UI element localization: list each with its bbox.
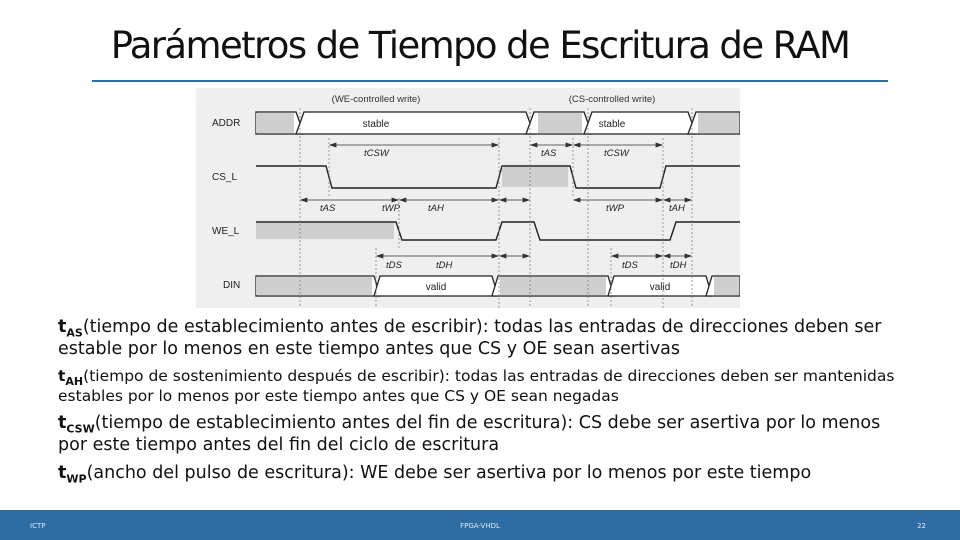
- write-timing-diagram: [196, 88, 740, 308]
- label-twp-2: tWP: [606, 203, 624, 214]
- definition-text: (tiempo de establecimiento antes del fin de escritura): CS debe ser asertiva por lo menos por este tiempo antes del fin del ciclo de escritura: [58, 413, 881, 455]
- definition-twp: [58, 464, 908, 486]
- signal-addr: ADDR: [212, 118, 241, 129]
- addr-stable-1: stable: [362, 119, 390, 130]
- definition-tah: [58, 368, 908, 405]
- definitions-list: [58, 318, 908, 495]
- definition-symbol: $t_{AH}$: [58, 366, 84, 388]
- definition-text: (ancho del pulso de escritura): WE debe ser asertiva por lo menos por este tiempo: [86, 462, 812, 483]
- title-underline: [92, 80, 888, 82]
- label-tas-2: tAS: [320, 203, 336, 214]
- slide-number: 22: [917, 522, 926, 530]
- definition-symbol: $t_{CSW}$: [58, 413, 95, 436]
- definition-tcsw: [58, 414, 908, 455]
- label-tds-2: tDS: [622, 260, 638, 271]
- signal-din: DIN: [223, 280, 241, 291]
- addr-waveform: [256, 112, 740, 134]
- signal-we: WE_L: [212, 226, 240, 237]
- label-tcsw-2: tCSW: [604, 148, 629, 159]
- signal-cs: CS_L: [212, 172, 238, 183]
- footer-center: FPGA-VHDL: [460, 522, 500, 530]
- definition-text: (tiempo de establecimiento antes de escribir): todas las entradas de direcciones deben ser estable por lo menos en este tiempo antes que CS y OE sean asertivas: [58, 317, 882, 359]
- we-controlled-label: (WE-controlled write): [331, 94, 421, 105]
- label-tas-1: tAS: [541, 148, 557, 159]
- definition-symbol: $t_{WP}$: [58, 462, 87, 486]
- label-tah-1: tAH: [428, 203, 444, 214]
- din-valid-2: valid: [649, 282, 671, 293]
- label-tds-1: tDS: [386, 260, 402, 271]
- definition-symbol: $t_{AS}$: [58, 317, 83, 340]
- slide-title: Parámetros de Tiempo de Escritura de RAM: [110, 24, 850, 67]
- cs-controlled-label: (CS-controlled write): [568, 94, 656, 105]
- label-tdh-1: tDH: [436, 260, 453, 271]
- label-tcsw-1: tCSW: [364, 148, 389, 159]
- definition-text: (tiempo de sostenimiento después de escribir): todas las entradas de direcciones deben ser mantenidas estables por lo menos por este tiempo antes que CS y OE sean negadas: [58, 366, 895, 406]
- definition-tas: [58, 318, 908, 359]
- label-tdh-2: tDH: [670, 260, 687, 271]
- addr-stable-2: stable: [598, 119, 626, 130]
- label-twp-1: tWP: [382, 203, 400, 214]
- footer-left: ICTP: [30, 522, 46, 530]
- footer-bar: [0, 510, 960, 540]
- label-tah-2: tAH: [669, 203, 685, 214]
- din-valid-1: valid: [425, 282, 447, 293]
